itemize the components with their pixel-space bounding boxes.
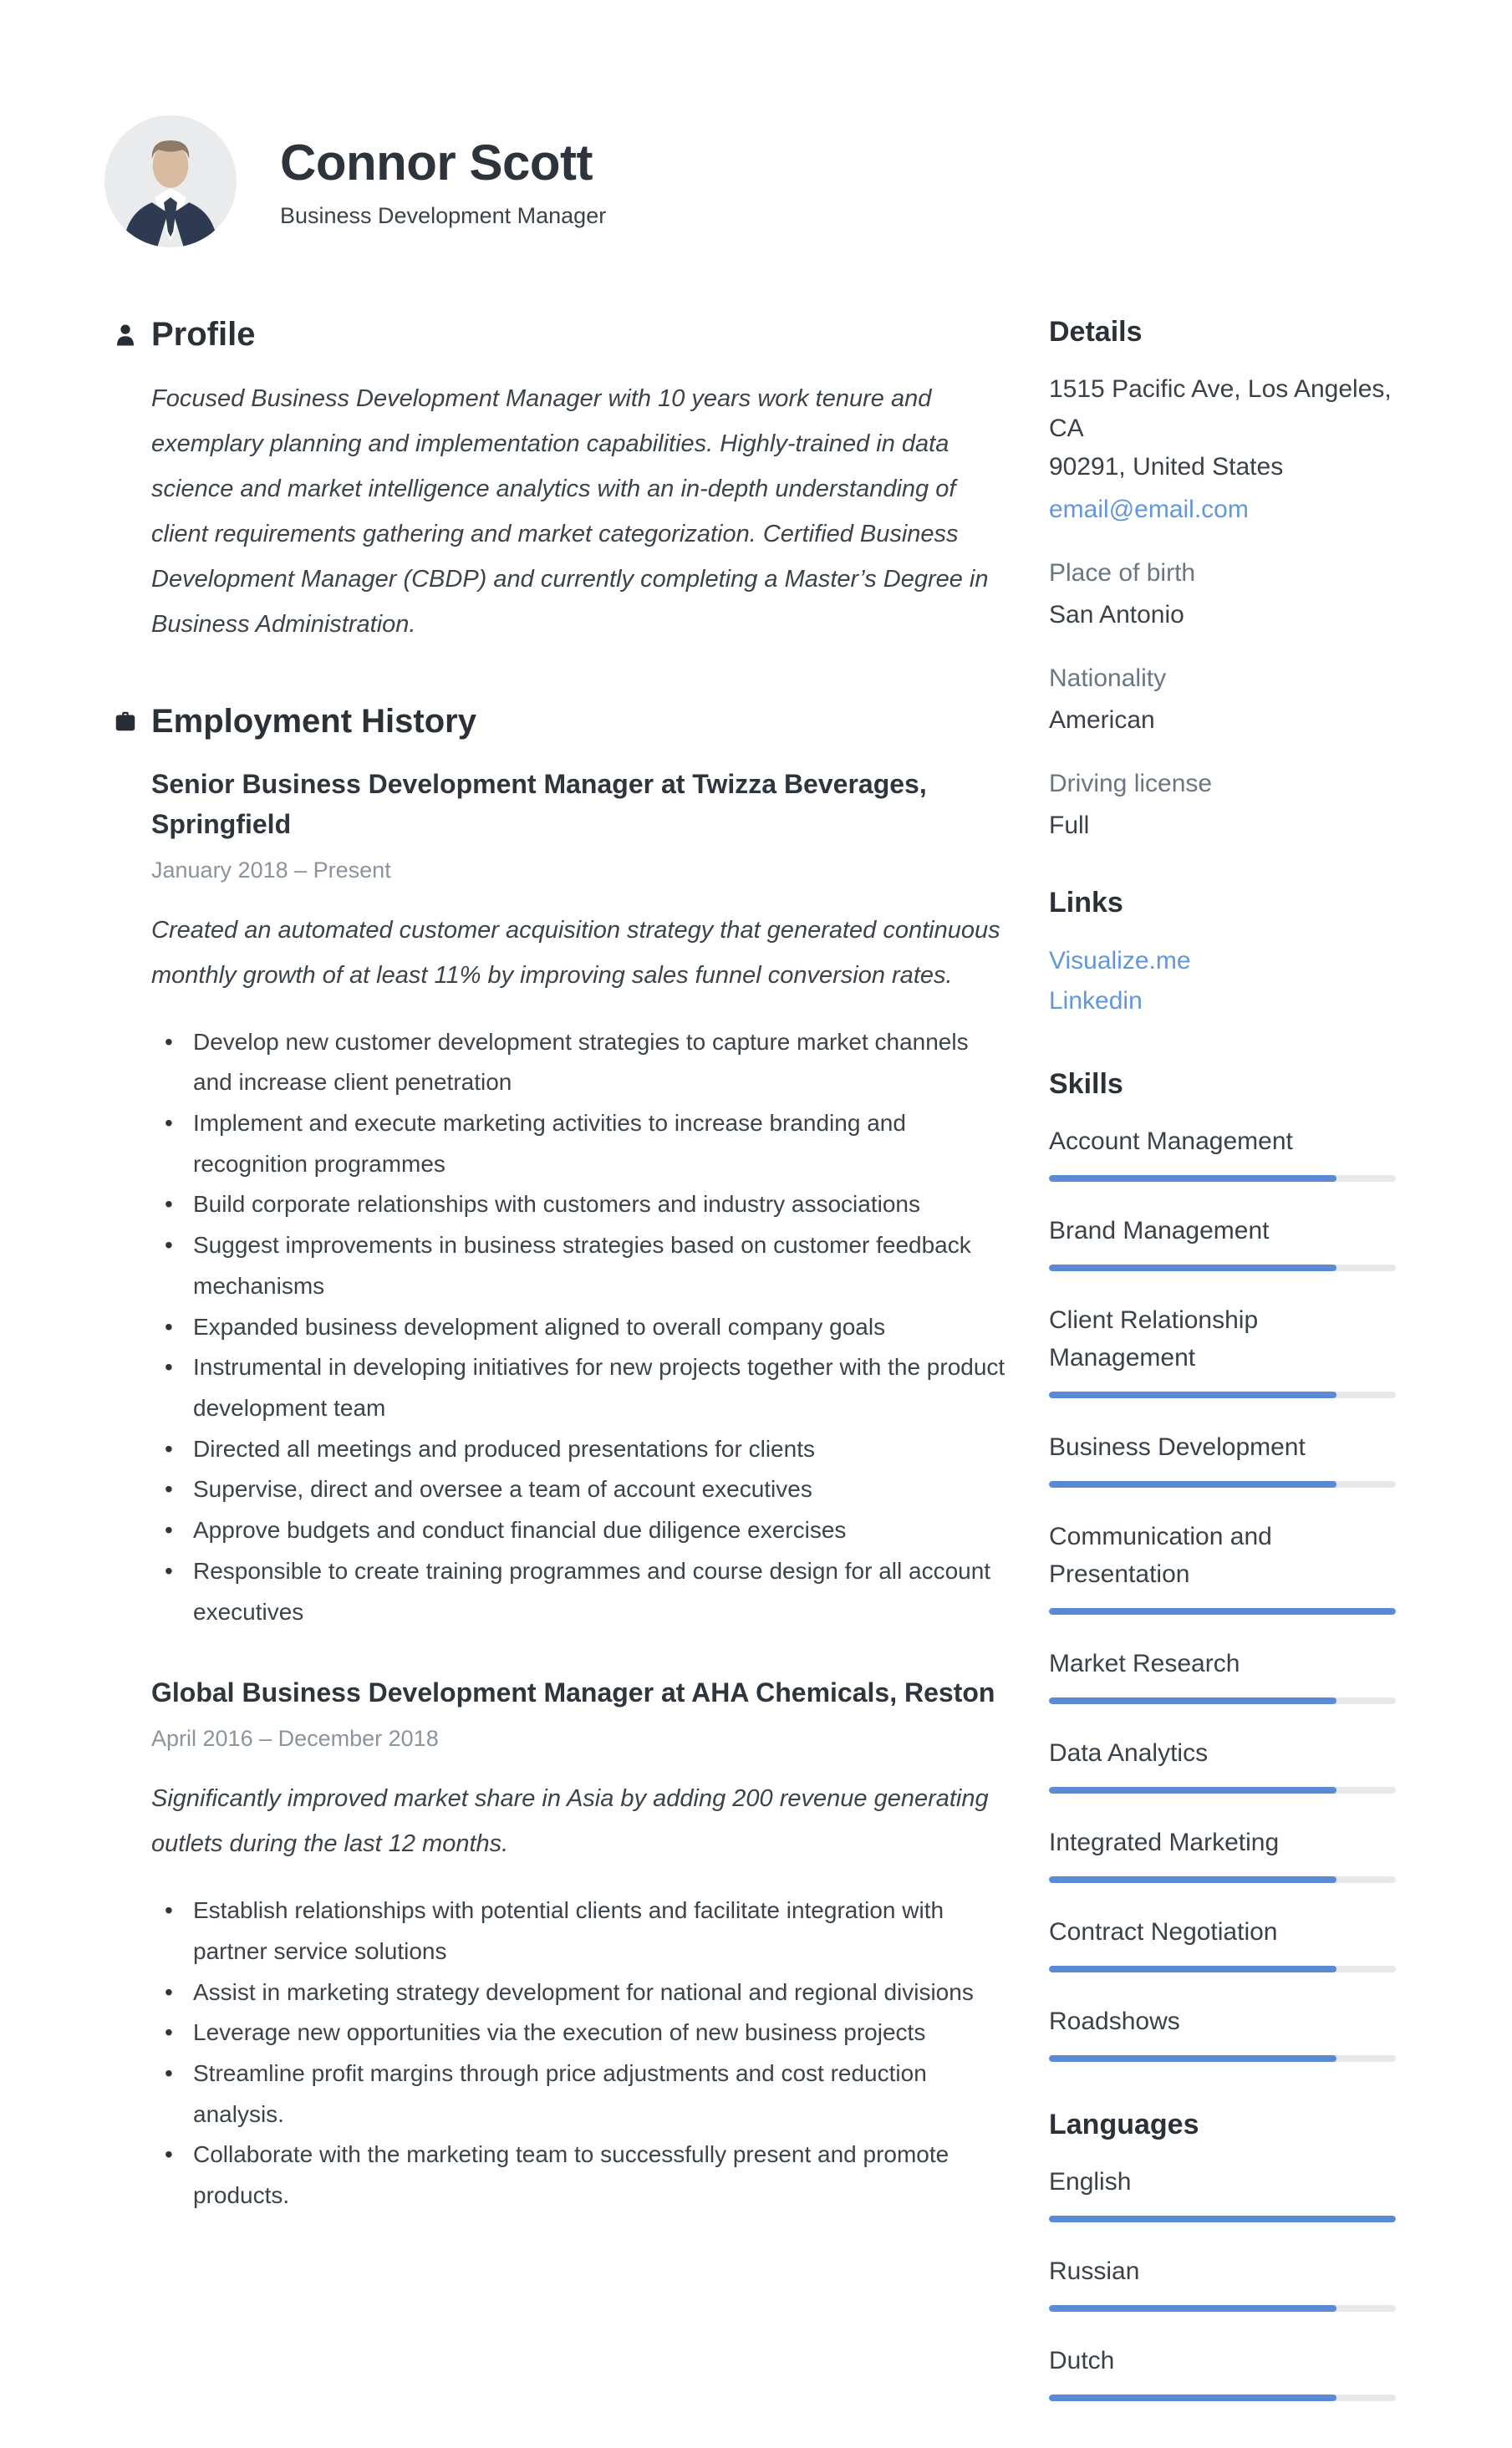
- skill-item: [1049, 1122, 1396, 1182]
- link-visualize-me[interactable]: Visualize.me: [1049, 946, 1191, 975]
- header-text: [280, 134, 606, 229]
- profile-text: Focused Business Development Manager with 10 years work tenure and exemplary planning and implementation capabilities. Highly-trained in data science and market intelligence analytics with an in-depth understanding of client requirements gathering and market categorization. Certified Business Development Manager (CBDP) and currently completing a Master’s Degree in Business Administration.: [151, 385, 989, 638]
- duty-item: • Instrumental in developing initiatives for new projects together with the product development team: [193, 1347, 1011, 1428]
- duty-item: • Directed all meetings and produced presentations for clients: [193, 1429, 1011, 1470]
- skill-item: [1049, 1428, 1396, 1488]
- field-label: Driving license: [1049, 769, 1213, 797]
- field-value: American: [1049, 705, 1155, 734]
- duty-item: • Leverage new opportunities via the execution of new business projects: [193, 2013, 1011, 2054]
- job-period: April 2016 – December 2018: [151, 1726, 439, 1752]
- language-bar-track: [1049, 2216, 1396, 2222]
- detail-field: [1049, 664, 1396, 735]
- language-bar-track: [1049, 2395, 1396, 2401]
- skill-item: [1049, 1913, 1396, 1972]
- detail-field: [1049, 770, 1396, 840]
- skill-bar-fill: [1049, 1787, 1336, 1794]
- skill-label: Integrated Marketing: [1049, 1828, 1280, 1856]
- skill-label: Brand Management: [1049, 1216, 1270, 1244]
- skill-bar-track: [1049, 1787, 1396, 1794]
- job-title: Global Business Development Manager at AHA Chemicals, Reston: [151, 1677, 995, 1708]
- languages-section: [1049, 2109, 1396, 2401]
- candidate-title: Business Development Manager: [280, 203, 607, 228]
- skill-item: [1049, 1212, 1396, 1271]
- job-summary: Created an automated customer acquisition strategy that generated continuous monthly growth of at least 11% by improving sales funnel conversion rates.: [151, 916, 1000, 989]
- job-entry: [151, 1672, 1011, 2216]
- skill-item: [1049, 1518, 1396, 1615]
- skill-bar-track: [1049, 2055, 1396, 2062]
- language-item: [1049, 2342, 1396, 2401]
- skill-item: [1049, 1301, 1396, 1398]
- language-label: English: [1049, 2167, 1132, 2196]
- duty-item: • Develop new customer development strategies to capture market channels and increase client penetration: [193, 1022, 1011, 1103]
- skill-bar-fill: [1049, 1697, 1336, 1704]
- skill-bar-fill: [1049, 1392, 1336, 1398]
- language-label: Dutch: [1049, 2346, 1115, 2374]
- skill-item: [1049, 1734, 1396, 1794]
- skill-label: Communication and Presentation: [1049, 1522, 1272, 1588]
- skill-label: Data Analytics: [1049, 1738, 1209, 1767]
- skill-label: Contract Negotiation: [1049, 1917, 1278, 1946]
- duty-item: • Supervise, direct and oversee a team of account executives: [193, 1469, 1011, 1510]
- language-bar-track: [1049, 2305, 1396, 2312]
- candidate-name: Connor Scott: [280, 135, 593, 191]
- skill-item: [1049, 1645, 1396, 1704]
- duty-item: • Expanded business development aligned to overall company goals: [193, 1307, 1011, 1348]
- address-line-2: 90291, United States: [1049, 453, 1284, 481]
- profile-section: [113, 316, 1011, 648]
- skill-bar-track: [1049, 1876, 1396, 1883]
- profile-photo: [104, 115, 237, 247]
- address-line-1: 1515 Pacific Ave, Los Angeles, CA: [1049, 375, 1392, 442]
- field-value: San Antonio: [1049, 600, 1184, 629]
- person-icon: [113, 323, 151, 348]
- duty-item: • Approve budgets and conduct financial due diligence exercises: [193, 1510, 1011, 1551]
- duty-item: • Assist in marketing strategy development for national and regional divisions: [193, 1972, 1011, 2013]
- employment-section: [113, 703, 1011, 2216]
- skill-label: Roadshows: [1049, 2007, 1180, 2035]
- briefcase-icon: [113, 709, 151, 734]
- skill-bar-track: [1049, 1265, 1396, 1271]
- person-photo-illustration: [104, 115, 237, 247]
- language-bar-fill: [1049, 2395, 1336, 2401]
- duty-item: • Suggest improvements in business strategies based on customer feedback mechanisms: [193, 1225, 1011, 1306]
- details-section: [1049, 316, 1396, 840]
- skill-item: [1049, 1824, 1396, 1883]
- skills-heading: Skills: [1049, 1067, 1123, 1100]
- field-value: Full: [1049, 811, 1090, 839]
- job-duties-list: [151, 1022, 1011, 1633]
- job-summary: Significantly improved market share in Asia by adding 200 revenue generating outlets during the last 12 months.: [151, 1785, 989, 1858]
- job-duties-list: [151, 1891, 1011, 2216]
- duty-item: • Responsible to create training programmes and course design for all account executives: [193, 1551, 1011, 1632]
- languages-heading: Languages: [1049, 2108, 1199, 2140]
- detail-field: [1049, 559, 1396, 629]
- job-title: Senior Business Development Manager at Twizza Beverages, Springfield: [151, 768, 927, 839]
- main-column: [113, 316, 1011, 2448]
- duty-item: • Establish relationships with potential clients and facilitate integration with partner service solutions: [193, 1891, 1011, 1972]
- language-label: Russian: [1049, 2257, 1140, 2285]
- job-entry: [151, 764, 1011, 1633]
- skill-bar-track: [1049, 1608, 1396, 1615]
- links-section: [1049, 887, 1396, 1021]
- language-bar-fill: [1049, 2305, 1336, 2312]
- skill-bar-track: [1049, 1175, 1396, 1182]
- sidebar: [1049, 316, 1396, 2448]
- skill-bar-fill: [1049, 1265, 1336, 1271]
- skill-label: Client Relationship Management: [1049, 1305, 1259, 1372]
- language-bar-fill: [1049, 2216, 1396, 2222]
- skill-bar-track: [1049, 1966, 1396, 1972]
- details-heading: Details: [1049, 316, 1143, 348]
- profile-heading: Profile: [151, 316, 256, 353]
- skill-bar-fill: [1049, 2055, 1336, 2062]
- job-period: January 2018 – Present: [151, 857, 391, 883]
- skill-bar-track: [1049, 1392, 1396, 1398]
- skill-label: Market Research: [1049, 1649, 1240, 1677]
- header: [113, 115, 1396, 247]
- email-link[interactable]: email@email.com: [1049, 495, 1249, 523]
- field-label: Place of birth: [1049, 558, 1196, 587]
- duty-item: • Build corporate relationships with customers and industry associations: [193, 1184, 1011, 1225]
- skill-bar-fill: [1049, 1175, 1336, 1182]
- skill-bar-fill: [1049, 1608, 1396, 1615]
- skill-bar-fill: [1049, 1876, 1336, 1883]
- duty-item: • Collaborate with the marketing team to successfully present and promote products.: [193, 2135, 1011, 2216]
- links-heading: Links: [1049, 886, 1123, 919]
- skill-label: Business Development: [1049, 1433, 1306, 1461]
- skill-bar-fill: [1049, 1966, 1336, 1972]
- skill-bar-track: [1049, 1481, 1396, 1488]
- language-item: [1049, 2163, 1396, 2222]
- skills-section: [1049, 1068, 1396, 2062]
- skill-item: [1049, 2003, 1396, 2062]
- field-label: Nationality: [1049, 664, 1167, 692]
- employment-heading: Employment History: [151, 702, 476, 740]
- duty-item: • Streamline profit margins through price adjustments and cost reduction analysis.: [193, 2054, 1011, 2135]
- skill-bar-fill: [1049, 1481, 1336, 1488]
- skill-label: Account Management: [1049, 1127, 1293, 1155]
- skill-bar-track: [1049, 1697, 1396, 1704]
- language-item: [1049, 2252, 1396, 2312]
- link-linkedin[interactable]: Linkedin: [1049, 986, 1143, 1015]
- duty-item: • Implement and execute marketing activities to increase branding and recognition programmes: [193, 1103, 1011, 1184]
